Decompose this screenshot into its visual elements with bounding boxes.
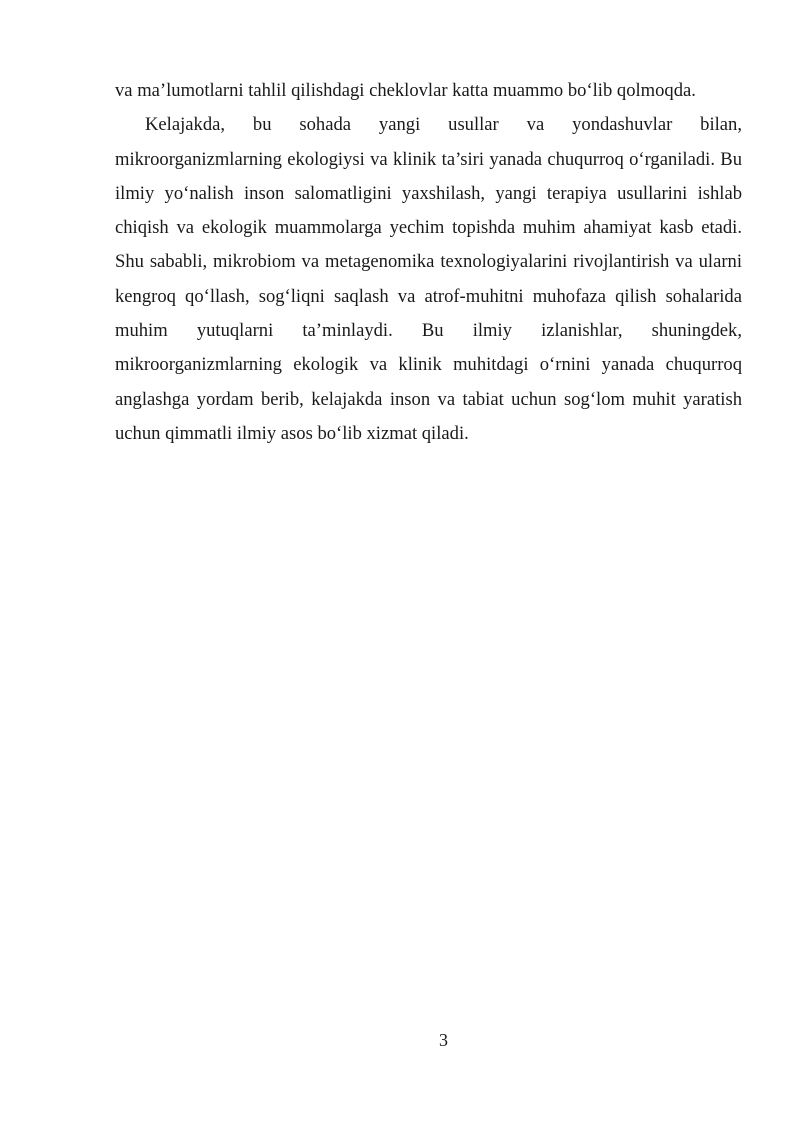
page-number: 3 xyxy=(439,1030,448,1050)
paragraph-future-outlook: Kelajakda, bu sohada yangi usullar va yondashuvlar bilan, mikroorganizmlarning ekologiysi va klinik ta’siri yanada chuqurroq o‘rganiladi. Bu ilmiy yo‘nalish inson salomatligini yaxshilash, yangi terapiya usullarini ishlab chiqish va ekologik muammolarga yechim topishda muhim ahamiyat kasb etadi. Shu sababli, mikrobiom va metagenomika texnologiyalarini rivojlantirish va ularni kengroq qo‘llash, sog‘liqni saqlash va atrof-muhitni muhofaza qilish sohalarida muhim yutuqlarni ta’minlaydi. Bu ilmiy izlanishlar, shuningdek, mikroorganizmlarning ekologik va klinik muhitdagi o‘rnini yanada chuqurroq anglashga yordam berib, kelajakda inson va tabiat uchun sog‘lom muhit yaratish uchun qimmatli ilmiy asos bo‘lib xizmat qiladi. xyxy=(115,114,742,444)
paragraph-continuation: va ma’lumotlarni tahlil qilishdagi cheklovlar katta muammo bo‘lib qolmoqda. xyxy=(115,80,696,101)
body-text xyxy=(115,74,742,451)
